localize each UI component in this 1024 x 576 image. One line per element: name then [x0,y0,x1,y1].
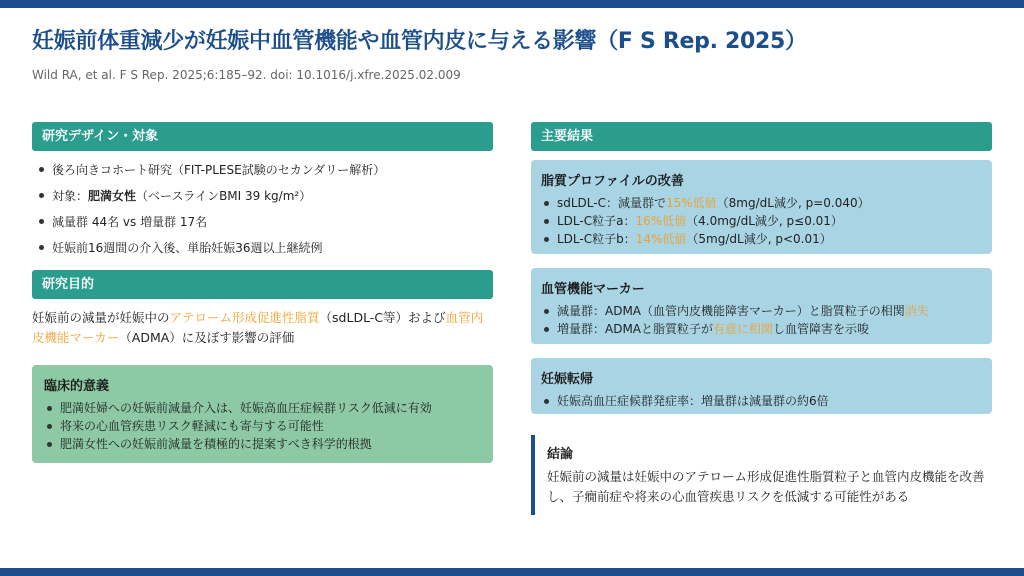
list-item: 肥満妊婦への妊娠前減量介入は、妊娠高血圧症候群リスク低減に有効 [44,399,481,417]
conclusion-text: 妊娠前の減量は妊娠中のアテローム形成促進性脂質粒子と血管内皮機能を改善し、子癇前症や将来の心血管疾患リスクを低減する可能性がある [547,469,985,504]
box-title: 血管機能マーカー [541,282,645,297]
pregnancy-outcome-box [531,358,992,414]
list-item: LDL-C粒子a：16%低値（4.0mg/dL減少, p≤0.01） [541,212,982,230]
section-header-results: 主要結果 [531,122,992,151]
citation: Wild RA, et al. F S Rep. 2025;6:185–92. doi: 10.1016/j.xfre.2025.02.009 [32,68,461,82]
clinical-significance-box [32,365,493,463]
box-title: 臨床的意義 [44,379,110,394]
purpose-text: 妊娠前の減量が妊娠中のアテローム形成促進性脂質（sdLDL-C等）および血管内皮機能マーカー（ADMA）に及ぼす影響の評価 [32,310,484,345]
section-header-design: 研究デザイン・対象 [32,122,493,151]
list-item: sdLDL-C：減量群で15%低値（8mg/dL減少, p=0.040） [541,194,982,212]
list-item: 減量群 44名 vs 増量群 17名 [36,212,385,238]
vascular-list [541,302,982,338]
list-item: 肥満女性への妊娠前減量を積極的に提案すべき科学的根拠 [44,435,481,453]
list-item: 増量群：ADMAと脂質粒子が有意に相関し血管障害を示唆 [541,320,982,338]
top-accent-bar [0,0,1024,8]
list-item: 妊娠高血圧症候群発症率：増量群は減量群の約6倍 [541,392,982,410]
box-title: 妊娠転帰 [541,372,594,387]
list-item: 対象：肥満女性（ベースラインBMI 39 kg/m²） [36,186,385,212]
list-item: 妊娠前16週間の介入後、単胎妊娠36週以上継続例 [36,238,385,264]
section-header-purpose: 研究目的 [32,270,493,299]
design-list [36,160,385,264]
vascular-marker-box [531,268,992,344]
conclusion-title: 結論 [547,447,574,462]
conclusion-block [531,435,996,515]
box-title: 脂質プロファイルの改善 [541,174,684,189]
lipid-list [541,194,982,248]
list-item: 減量群：ADMA（血管内皮機能障害マーカー）と脂質粒子の相関消失 [541,302,982,320]
list-item: 将来の心血管疾患リスク軽減にも寄与する可能性 [44,417,481,435]
pregnancy-list [541,392,982,410]
bottom-accent-bar [0,568,1024,576]
lipid-profile-box [531,160,992,254]
list-item: 後ろ向きコホート研究（FIT-PLESE試験のセカンダリー解析） [36,160,385,186]
clinical-list [44,399,481,453]
list-item: LDL-C粒子b：14%低値（5mg/dL減少, p<0.01） [541,230,982,248]
page-title: 妊娠前体重減少が妊娠中血管機能や血管内皮に与える影響（F S Rep. 2025） [32,29,807,54]
